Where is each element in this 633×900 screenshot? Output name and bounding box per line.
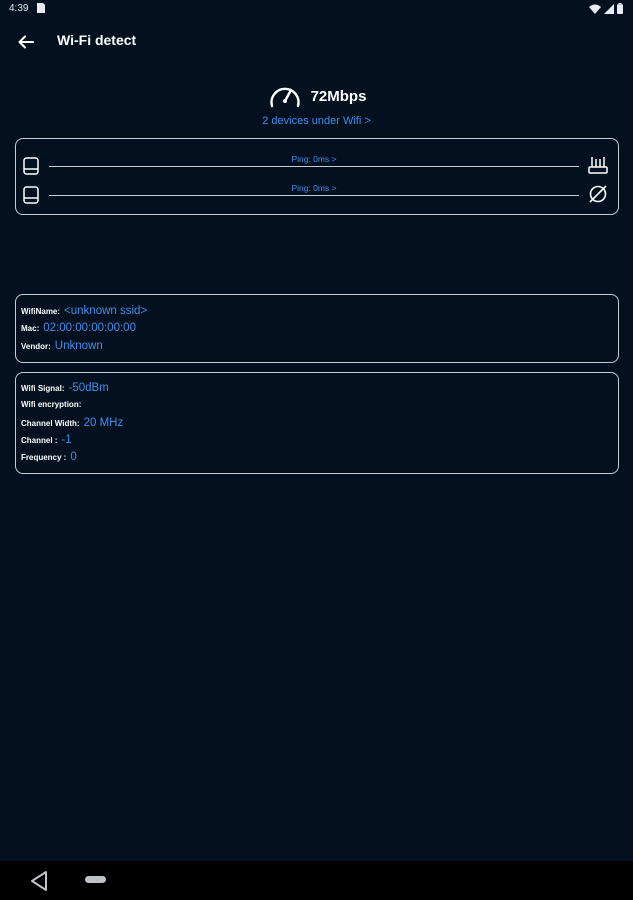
notification-icon xyxy=(37,3,45,13)
channel-row xyxy=(21,434,72,451)
network-row-internet xyxy=(16,183,620,207)
back-arrow-icon[interactable] xyxy=(14,30,38,54)
nav-back-icon[interactable] xyxy=(29,870,49,892)
status-icons xyxy=(589,3,623,14)
channel-label: Channel : xyxy=(21,436,58,445)
wifi-status-icon xyxy=(589,4,601,14)
globe-icon xyxy=(588,184,608,204)
speedometer-icon xyxy=(267,82,303,110)
channel-width-label: Channel Width: xyxy=(21,419,80,428)
device-icon xyxy=(23,157,39,175)
signal-row xyxy=(21,382,109,399)
router-icon xyxy=(588,155,608,175)
network-row-router xyxy=(16,154,620,178)
wifi-name-label: WifiName: xyxy=(21,307,61,316)
mac-label: Mac: xyxy=(21,324,40,333)
speed-value: 72Mbps xyxy=(310,87,367,105)
signal-label: Wifi Signal: xyxy=(21,384,65,393)
navigation-bar xyxy=(0,861,633,900)
frequency-value: 0 xyxy=(70,451,77,463)
channel-value: -1 xyxy=(61,434,72,446)
network-path-card xyxy=(15,138,619,215)
mac-value: 02:00:00:00:00:00 xyxy=(43,322,136,334)
wifi-name-row xyxy=(21,305,147,322)
wifi-info-card xyxy=(15,294,619,363)
encryption-label: Wifi encryption: xyxy=(21,400,82,409)
status-bar xyxy=(0,0,633,18)
vendor-value: Unknown xyxy=(54,340,103,352)
vendor-label: Vendor: xyxy=(21,342,51,351)
wifi-name-value: <unknown ssid> xyxy=(64,305,148,317)
channel-width-value: 20 MHz xyxy=(83,417,124,429)
connection-line xyxy=(49,166,579,167)
frequency-row xyxy=(21,451,77,468)
speed-display xyxy=(0,80,633,112)
page-title: Wi-Fi detect xyxy=(57,32,137,48)
cell-signal-icon xyxy=(604,4,614,14)
nav-home-pill[interactable] xyxy=(85,876,106,883)
battery-icon xyxy=(617,3,623,14)
channel-width-row xyxy=(21,417,123,434)
mac-row xyxy=(21,322,136,339)
signal-info-card xyxy=(15,372,619,474)
frequency-label: Frequency : xyxy=(21,453,67,462)
devices-link[interactable]: 2 devices under Wifi > xyxy=(262,115,371,127)
device-icon xyxy=(23,186,39,204)
connection-line xyxy=(49,195,579,196)
status-time: 4:39 xyxy=(9,3,29,14)
encryption-row xyxy=(21,400,85,417)
signal-value: -50dBm xyxy=(68,382,109,394)
vendor-row xyxy=(21,340,103,357)
ping-router-link[interactable]: Ping: 0ms > xyxy=(291,154,337,164)
ping-internet-link[interactable]: Ping: 0ms > xyxy=(291,183,337,193)
